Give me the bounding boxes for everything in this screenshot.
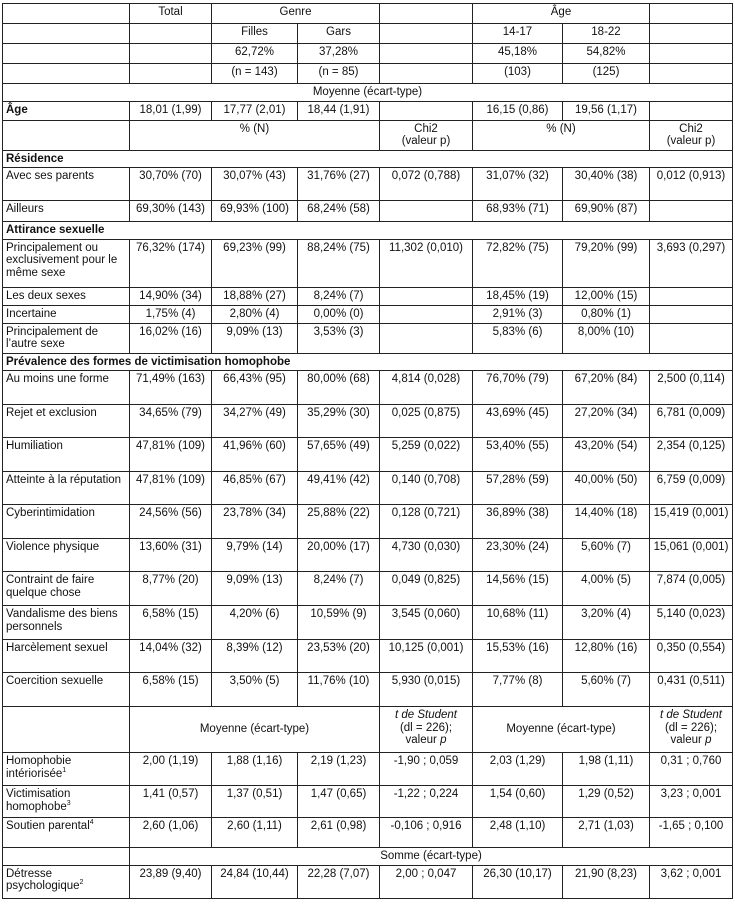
n-gars: (n = 85) xyxy=(298,64,380,84)
dl-label: (dl = 226); xyxy=(664,721,718,734)
table-cell: 1,54 (0,60) xyxy=(473,786,563,818)
row-label-text: Violence physique xyxy=(6,541,100,553)
row-label-text: Avec ses parents xyxy=(6,170,95,182)
blank-cell xyxy=(650,44,733,64)
chi2-sub: (valeur p) xyxy=(666,135,716,147)
table-cell: 53,40% (55) xyxy=(473,438,563,472)
table-cell: 0,072 (0,788) xyxy=(380,168,473,201)
table-cell xyxy=(380,101,473,120)
row-label xyxy=(3,239,130,287)
table-cell: 7,77% (8) xyxy=(473,673,563,707)
table-cell: 3,50% (5) xyxy=(212,673,298,707)
header-age: Âge xyxy=(473,4,650,24)
row-label-text: Au moins une forme xyxy=(6,373,109,385)
row-label xyxy=(3,287,130,305)
blank-cell xyxy=(650,64,733,84)
t-student-header xyxy=(380,707,473,753)
table-cell: 0,80% (1) xyxy=(563,305,650,323)
student-header-row xyxy=(3,707,733,753)
table-cell: 10,125 (0,001) xyxy=(380,640,473,673)
table-cell: 8,24% (7) xyxy=(298,572,380,606)
header-filles: Filles xyxy=(212,24,298,44)
n-filles: (n = 143) xyxy=(212,64,298,84)
pct-gars: 37,28% xyxy=(298,44,380,64)
table-cell: 69,30% (143) xyxy=(130,201,212,222)
table-row xyxy=(3,505,733,539)
row-label xyxy=(3,640,130,673)
table-row xyxy=(3,640,733,673)
dl-label: (dl = 226); xyxy=(399,721,453,734)
table-cell: 3,62 ; 0,001 xyxy=(650,865,733,898)
row-label-text: Âge xyxy=(6,103,28,116)
table-row xyxy=(3,371,733,405)
blank-cell xyxy=(3,707,130,753)
table-cell: 69,93% (100) xyxy=(212,201,298,222)
table-cell: 14,40% (18) xyxy=(563,505,650,539)
table-cell: 25,88% (22) xyxy=(298,505,380,539)
table-cell: 31,76% (27) xyxy=(298,168,380,201)
table-cell: 3,53% (3) xyxy=(298,323,380,353)
footnote-marker: 4 xyxy=(89,819,94,827)
table-cell: 30,40% (38) xyxy=(563,168,650,201)
n-age2: (125) xyxy=(563,64,650,84)
footnote-marker: 2 xyxy=(79,879,84,887)
table-cell: 40,00% (50) xyxy=(563,472,650,505)
table-cell: 12,00% (15) xyxy=(563,287,650,305)
table-cell: 3,545 (0,060) xyxy=(380,606,473,640)
row-label xyxy=(3,168,130,201)
age-label xyxy=(3,101,130,120)
table-cell: 8,24% (7) xyxy=(298,287,380,305)
table-cell: 0,128 (0,721) xyxy=(380,505,473,539)
table-cell: 30,70% (70) xyxy=(130,168,212,201)
moyenne-header: Moyenne (écart-type) xyxy=(473,707,650,753)
table-cell: 5,83% (6) xyxy=(473,323,563,353)
table-cell: 76,70% (79) xyxy=(473,371,563,405)
table-cell xyxy=(380,305,473,323)
table-cell: 27,20% (34) xyxy=(563,405,650,438)
blank-cell xyxy=(3,24,130,44)
row-label xyxy=(3,472,130,505)
table-cell: -1,90 ; 0,059 xyxy=(380,753,473,786)
row-label-text: Contraint de faire quelque chose xyxy=(6,574,95,599)
table-row xyxy=(3,405,733,438)
row-label-text: Atteinte à la réputation xyxy=(6,474,122,486)
table-cell: 6,759 (0,009) xyxy=(650,472,733,505)
table-cell: 41,96% (60) xyxy=(212,438,298,472)
moyenne-header: Moyenne (écart-type) xyxy=(3,84,733,102)
table-cell: 15,061 (0,001) xyxy=(650,539,733,572)
table-cell: 30,07% (43) xyxy=(212,168,298,201)
table-cell: 68,93% (71) xyxy=(473,201,563,222)
blank-cell xyxy=(130,24,212,44)
section-title: Attirance sexuelle xyxy=(3,222,733,240)
table-row xyxy=(3,865,733,898)
row-label xyxy=(3,539,130,572)
table-cell: 24,84 (10,44) xyxy=(212,865,298,898)
table-cell: 21,90 (8,23) xyxy=(563,865,650,898)
table-cell: 47,81% (109) xyxy=(130,472,212,505)
valeur-text: valeur xyxy=(405,734,441,746)
table-cell: 18,01 (1,99) xyxy=(130,101,212,120)
header-age1: 14-17 xyxy=(473,24,563,44)
table-row xyxy=(3,786,733,818)
row-label-text: Harcèlement sexuel xyxy=(6,642,108,654)
row-label xyxy=(3,818,130,848)
header-blank xyxy=(380,4,473,24)
table-cell xyxy=(380,201,473,222)
row-label-text: Cyberintimidation xyxy=(6,507,95,519)
table-cell: 6,58% (15) xyxy=(130,606,212,640)
valeur-p-label xyxy=(383,734,469,747)
table-cell: 2,80% (4) xyxy=(212,305,298,323)
table-cell: 12,80% (16) xyxy=(563,640,650,673)
table-cell: 57,65% (49) xyxy=(298,438,380,472)
table-cell: 1,47 (0,65) xyxy=(298,786,380,818)
table-cell: 0,025 (0,875) xyxy=(380,405,473,438)
table-row xyxy=(3,101,733,120)
valeur-p-label xyxy=(653,734,729,747)
table-cell: 79,20% (99) xyxy=(563,239,650,287)
table-row xyxy=(3,572,733,606)
table-row xyxy=(3,539,733,572)
row-label xyxy=(3,201,130,222)
table-cell: 10,68% (11) xyxy=(473,606,563,640)
table-cell: 5,60% (7) xyxy=(563,539,650,572)
table-cell: 2,48 (1,10) xyxy=(473,818,563,848)
t-student-label: t de Student xyxy=(394,709,458,721)
table-cell: 71,49% (163) xyxy=(130,371,212,405)
section-header xyxy=(3,150,733,168)
blank-cell xyxy=(3,120,130,150)
table-cell: 2,00 ; 0,047 xyxy=(380,865,473,898)
table-cell: 14,90% (34) xyxy=(130,287,212,305)
table-cell: 69,23% (99) xyxy=(212,239,298,287)
pct-age1: 45,18% xyxy=(473,44,563,64)
table-row xyxy=(3,305,733,323)
table-cell: 69,90% (87) xyxy=(563,201,650,222)
table-cell: 22,28 (7,07) xyxy=(298,865,380,898)
table-cell: 11,76% (10) xyxy=(298,673,380,707)
chi2-sub: (valeur p) xyxy=(401,135,451,147)
table-cell: 2,61 (0,98) xyxy=(298,818,380,848)
row-label-text: Principalement ou exclusivement pour le même sexe xyxy=(6,241,118,279)
table-cell: 34,65% (79) xyxy=(130,405,212,438)
table-cell: 2,19 (1,23) xyxy=(298,753,380,786)
table-cell: 20,00% (17) xyxy=(298,539,380,572)
table-cell: 9,79% (14) xyxy=(212,539,298,572)
table-cell: 76,32% (174) xyxy=(130,239,212,287)
table-cell: 1,29 (0,52) xyxy=(563,786,650,818)
blank-cell xyxy=(3,64,130,84)
table-cell: 9,09% (13) xyxy=(212,323,298,353)
blank-cell xyxy=(380,64,473,84)
table-cell: 0,431 (0,511) xyxy=(650,673,733,707)
row-label-text: Coercition sexuelle xyxy=(6,675,104,687)
table-cell: 4,20% (6) xyxy=(212,606,298,640)
table-cell: 36,89% (38) xyxy=(473,505,563,539)
row-label xyxy=(3,673,130,707)
chi2-header xyxy=(380,120,473,150)
table-row xyxy=(3,673,733,707)
table-cell: 1,75% (4) xyxy=(130,305,212,323)
table-cell: 23,78% (34) xyxy=(212,505,298,539)
table-cell xyxy=(380,287,473,305)
row-label xyxy=(3,505,130,539)
table-cell: 19,56 (1,17) xyxy=(563,101,650,120)
table-cell: 5,259 (0,022) xyxy=(380,438,473,472)
table-row xyxy=(3,606,733,640)
somme-header: Somme (écart-type) xyxy=(130,848,733,866)
blank-cell xyxy=(130,44,212,64)
table-cell: 8,00% (10) xyxy=(563,323,650,353)
table-cell xyxy=(380,323,473,353)
row-label xyxy=(3,305,130,323)
table-cell: 18,88% (27) xyxy=(212,287,298,305)
n-age1: (103) xyxy=(473,64,563,84)
table-cell: 3,23 ; 0,001 xyxy=(650,786,733,818)
table-cell: 8,77% (20) xyxy=(130,572,212,606)
table-cell: 0,049 (0,825) xyxy=(380,572,473,606)
table-cell: 2,60 (1,11) xyxy=(212,818,298,848)
table-cell: 2,03 (1,29) xyxy=(473,753,563,786)
table-cell: 43,20% (54) xyxy=(563,438,650,472)
table-cell: 34,27% (49) xyxy=(212,405,298,438)
row-label-text: Humiliation xyxy=(6,440,63,452)
table-cell: 23,89 (9,40) xyxy=(130,865,212,898)
table-cell: 31,07% (32) xyxy=(473,168,563,201)
pct-filles: 62,72% xyxy=(212,44,298,64)
table-cell: 1,37 (0,51) xyxy=(212,786,298,818)
subheader-row xyxy=(3,120,733,150)
table-cell xyxy=(650,305,733,323)
section-header xyxy=(3,353,733,371)
moyenne-header: Moyenne (écart-type) xyxy=(130,707,380,753)
table-cell: 15,53% (16) xyxy=(473,640,563,673)
table-cell: 88,24% (75) xyxy=(298,239,380,287)
table-cell: 18,45% (19) xyxy=(473,287,563,305)
table-cell: 1,88 (1,16) xyxy=(212,753,298,786)
table-cell: 1,41 (0,57) xyxy=(130,786,212,818)
table-cell: 49,41% (42) xyxy=(298,472,380,505)
table-row xyxy=(3,287,733,305)
table-cell: 10,59% (9) xyxy=(298,606,380,640)
table-row xyxy=(3,438,733,472)
table-cell: 0,31 ; 0,760 xyxy=(650,753,733,786)
row-label xyxy=(3,438,130,472)
row-label xyxy=(3,606,130,640)
table-row xyxy=(3,472,733,505)
table-cell: 11,302 (0,010) xyxy=(380,239,473,287)
table-cell: 7,874 (0,005) xyxy=(650,572,733,606)
table-cell: 2,500 (0,114) xyxy=(650,371,733,405)
row-label xyxy=(3,786,130,818)
row-label-text: Rejet et exclusion xyxy=(6,407,97,419)
table-cell: 13,60% (31) xyxy=(130,539,212,572)
table-cell: 14,56% (15) xyxy=(473,572,563,606)
t-student-label: t de Student xyxy=(659,709,723,721)
table-cell: 0,012 (0,913) xyxy=(650,168,733,201)
table-cell: -0,106 ; 0,916 xyxy=(380,818,473,848)
table-row xyxy=(3,201,733,222)
table-row xyxy=(3,818,733,848)
footnote-marker: 3 xyxy=(66,799,71,807)
blank-cell xyxy=(380,44,473,64)
table-cell: 2,71 (1,03) xyxy=(563,818,650,848)
pct-n-header: % (N) xyxy=(473,120,650,150)
table-cell: 6,58% (15) xyxy=(130,673,212,707)
row-label xyxy=(3,753,130,786)
table-cell: 2,354 (0,125) xyxy=(650,438,733,472)
table-cell: 1,98 (1,11) xyxy=(563,753,650,786)
table-cell xyxy=(650,323,733,353)
table-cell: 0,140 (0,708) xyxy=(380,472,473,505)
table-cell: 16,02% (16) xyxy=(130,323,212,353)
table-cell: 2,91% (3) xyxy=(473,305,563,323)
table-cell: 6,781 (0,009) xyxy=(650,405,733,438)
blank-cell xyxy=(3,44,130,64)
header-total: Total xyxy=(130,4,212,24)
table-cell: 0,00% (0) xyxy=(298,305,380,323)
table-cell: 80,00% (68) xyxy=(298,371,380,405)
table-cell xyxy=(650,101,733,120)
chi2-label: Chi2 xyxy=(414,122,438,135)
table-cell: 67,20% (84) xyxy=(563,371,650,405)
blank-cell xyxy=(650,24,733,44)
table-cell: -1,65 ; 0,100 xyxy=(650,818,733,848)
table-cell: 23,53% (20) xyxy=(298,640,380,673)
p-text: p xyxy=(440,734,447,746)
table-cell: 4,730 (0,030) xyxy=(380,539,473,572)
table-row xyxy=(3,323,733,353)
row-label-text: Victimisation homophobe xyxy=(6,788,71,813)
table-cell: 68,24% (58) xyxy=(298,201,380,222)
table-cell: 57,28% (59) xyxy=(473,472,563,505)
table-cell: 9,09% (13) xyxy=(212,572,298,606)
table-cell: 16,15 (0,86) xyxy=(473,101,563,120)
row-label-text: Homophobie intériorisée xyxy=(6,755,72,780)
table-cell: 2,60 (1,06) xyxy=(130,818,212,848)
table-cell: 66,43% (95) xyxy=(212,371,298,405)
header-blank xyxy=(650,4,733,24)
row-label-text: Les deux sexes xyxy=(6,289,86,302)
row-label xyxy=(3,865,130,898)
row-label xyxy=(3,572,130,606)
table-row xyxy=(3,168,733,201)
row-label-text: Vandalisme des biens personnels xyxy=(6,608,118,633)
table-cell: 17,77 (2,01) xyxy=(212,101,298,120)
table-body xyxy=(3,4,733,899)
row-label-text: Incertaine xyxy=(6,307,57,320)
table-cell: 47,81% (109) xyxy=(130,438,212,472)
chi2-header xyxy=(650,120,733,150)
table-cell xyxy=(650,201,733,222)
table-cell: 4,814 (0,028) xyxy=(380,371,473,405)
blank-cell xyxy=(380,24,473,44)
table-cell: 46,85% (67) xyxy=(212,472,298,505)
table-row xyxy=(3,239,733,287)
table-cell: 5,60% (7) xyxy=(563,673,650,707)
row-label-text: Principalement de l’autre sexe xyxy=(6,325,99,350)
pct-n-header: % (N) xyxy=(130,120,380,150)
table-cell: 5,140 (0,023) xyxy=(650,606,733,640)
row-label xyxy=(3,323,130,353)
somme-header-row xyxy=(3,848,733,866)
row-label xyxy=(3,405,130,438)
table-cell: 8,39% (12) xyxy=(212,640,298,673)
table-cell: 15,419 (0,001) xyxy=(650,505,733,539)
table-cell: 24,56% (56) xyxy=(130,505,212,539)
table-cell: 3,693 (0,297) xyxy=(650,239,733,287)
valeur-text: valeur xyxy=(670,734,706,746)
header-age2: 18-22 xyxy=(563,24,650,44)
table-cell xyxy=(650,287,733,305)
row-label xyxy=(3,371,130,405)
header-genre: Genre xyxy=(212,4,380,24)
footnote-marker: 1 xyxy=(62,766,67,774)
table-cell: -1,22 ; 0,224 xyxy=(380,786,473,818)
blank-cell xyxy=(3,848,130,866)
table-cell: 3,20% (4) xyxy=(563,606,650,640)
table-cell: 5,930 (0,015) xyxy=(380,673,473,707)
row-label-text: Ailleurs xyxy=(6,203,44,215)
results-table xyxy=(2,3,733,899)
table-cell: 26,30 (10,17) xyxy=(473,865,563,898)
p-text: p xyxy=(705,734,712,746)
table-cell: 72,82% (75) xyxy=(473,239,563,287)
blank-cell xyxy=(130,64,212,84)
pct-age2: 54,82% xyxy=(563,44,650,64)
row-label-text: Détresse psychologique xyxy=(6,867,80,892)
table-cell: 2,00 (1,19) xyxy=(130,753,212,786)
section-header xyxy=(3,222,733,240)
section-title: Résidence xyxy=(3,150,733,168)
table-cell: 23,30% (24) xyxy=(473,539,563,572)
table-cell: 4,00% (5) xyxy=(563,572,650,606)
section-title: Prévalence des formes de victimisation homophobe xyxy=(3,353,733,371)
table-cell: 14,04% (32) xyxy=(130,640,212,673)
t-student-header xyxy=(650,707,733,753)
table-row xyxy=(3,753,733,786)
table-cell: 18,44 (1,91) xyxy=(298,101,380,120)
table-cell: 35,29% (30) xyxy=(298,405,380,438)
table-cell: 43,69% (45) xyxy=(473,405,563,438)
chi2-label: Chi2 xyxy=(679,122,703,135)
header-gars: Gars xyxy=(298,24,380,44)
table-cell: 0,350 (0,554) xyxy=(650,640,733,673)
row-label-text: Soutien parental xyxy=(6,820,90,832)
corner-cell xyxy=(3,4,130,24)
